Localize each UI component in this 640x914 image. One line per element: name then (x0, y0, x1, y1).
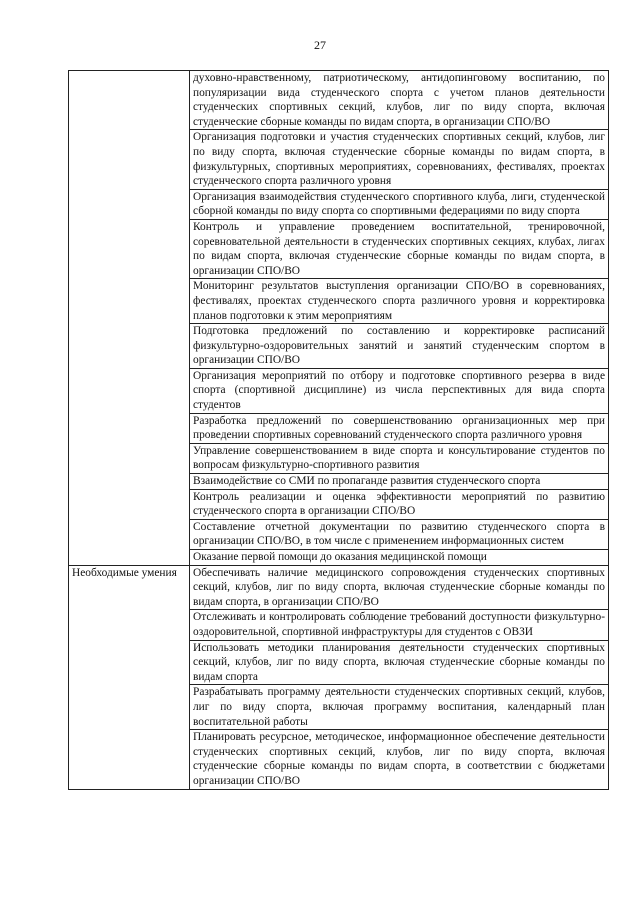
table-cell: Контроль реализации и оценка эффективности мероприятий по развитию студенческого спорта в организации СПО/ВО (190, 489, 609, 519)
group-2-label-cell: Необходимые умения (69, 565, 190, 789)
table-cell: Разработка предложений по совершенствованию организационных мер при проведении спортивных соревнований студенческого спорта различного уровня (190, 413, 609, 443)
requirements-table-body (69, 71, 609, 790)
table-cell: духовно-нравственному, патриотическому, антидопинговому воспитанию, по популяризации вида студенческого спорта с учетом планов деятельности студенческих спортивных секций, клубов, лиг по виду спорта, включая студенческие сборные команды по видам спорта, в организации СПО/ВО (190, 71, 609, 130)
table-cell: Организация подготовки и участия студенческих спортивных секций, клубов, лиг по виду спорта, включая студенческие сборные команды по видам спорта, в физкультурных, спортивных мероприятиях, соревнованиях, фестивалях, проектах студенческого спорта различного уровня (190, 130, 609, 189)
table-cell: Организация взаимодействия студенческого спортивного клуба, лиги, студенческой сборной команды по виду спорта со спортивными федерациями по виду спорта (190, 189, 609, 219)
table-cell: Планировать ресурсное, методическое, информационное обеспечение деятельности студенческих спортивных секций, клубов, лиг по виду спорта, включая студенческие сборные команды по видам спорта, в соответствии с бюджетами организации СПО/ВО (190, 730, 609, 789)
table-row (69, 565, 609, 610)
requirements-table (68, 70, 609, 790)
table-cell: Организация мероприятий по отбору и подготовке спортивного резерва в виде спорта (спортивной дисциплине) из числа перспективных для вида спорта студентов (190, 368, 609, 413)
table-cell: Отслеживать и контролировать соблюдение требований доступности физкультурно-оздоровительной, спортивной инфраструктуры для студентов с ОВЗИ (190, 610, 609, 640)
table-cell: Разрабатывать программу деятельности студенческих спортивных секций, клубов, лиг по виду спорта, включая программу воспитания, календарный план воспитательной работы (190, 685, 609, 730)
table-row (69, 71, 609, 130)
page-number: 27 (314, 38, 326, 52)
table-cell: Оказание первой помощи до оказания медицинской помощи (190, 550, 609, 566)
table-cell: Взаимодействие со СМИ по пропаганде развития студенческого спорта (190, 474, 609, 490)
table-cell: Составление отчетной документации по развитию студенческого спорта в организации СПО/ВО, в том числе с применением информационных систем (190, 519, 609, 549)
table-cell: Подготовка предложений по составлению и корректировке расписаний физкультурно-оздоровительных занятий и занятий студенческим спортом в организации СПО/ВО (190, 324, 609, 369)
table-cell: Использовать методики планирования деятельности студенческих спортивных секций, клубов, лиг по виду спорта, включая студенческие сборные команды по видам спорта (190, 640, 609, 685)
table-cell: Обеспечивать наличие медицинского сопровождения студенческих спортивных секций, клубов, лиг по виду спорта, включая студенческие сборные команды по видам спорта, в организации СПО/ВО (190, 565, 609, 610)
table-cell: Мониторинг результатов выступления организации СПО/ВО в соревнованиях, фестивалях, проектах студенческого спорта различного уровня и корректировка планов подготовки к этим мероприятиям (190, 279, 609, 324)
table-cell: Управление совершенствованием в виде спорта и консультирование студентов по вопросам физкультурно-спортивного развития (190, 443, 609, 473)
group-1-label-cell (69, 71, 190, 566)
table-cell: Контроль и управление проведением воспитательной, тренировочной, соревновательной деятельности в студенческих спортивных секциях, клубах, лигах по видам спорта, включая студенческие сборные команды по видам спорта, в организации СПО/ВО (190, 219, 609, 278)
